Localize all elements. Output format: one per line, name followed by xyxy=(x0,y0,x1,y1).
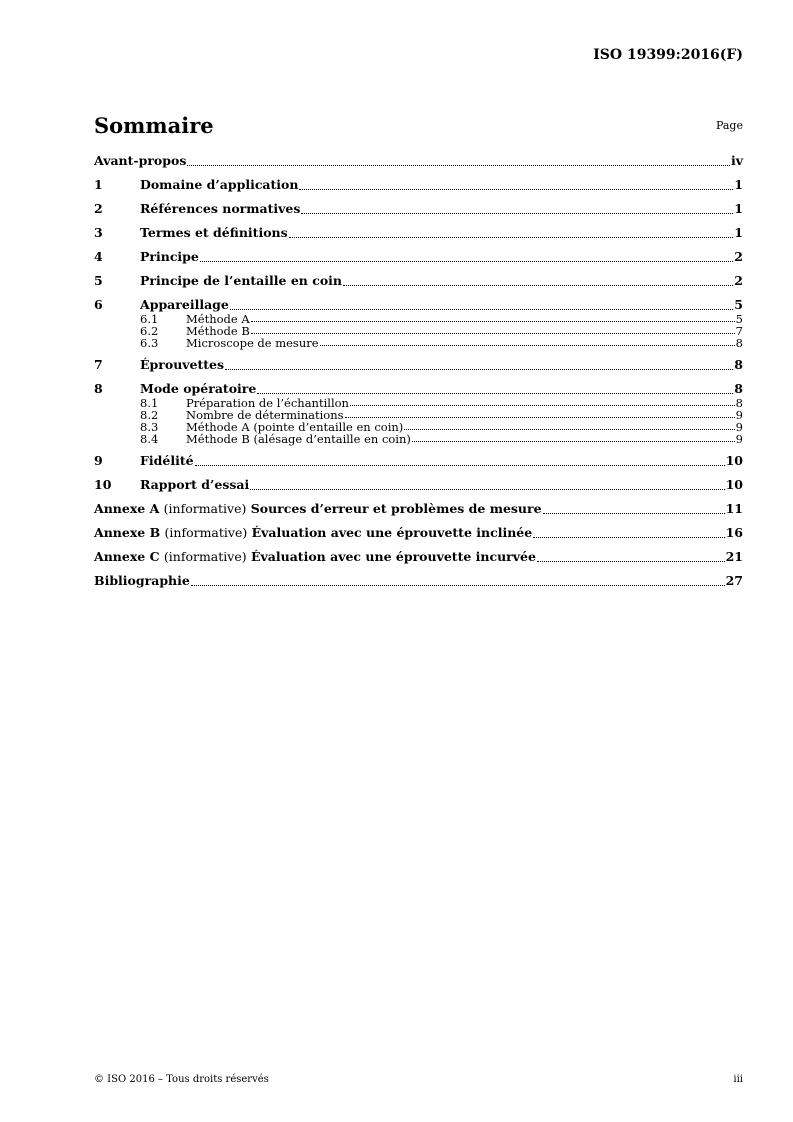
leader-dots xyxy=(251,321,735,322)
toc-annex-page: 11 xyxy=(725,501,743,516)
leader-dots xyxy=(537,561,725,562)
leader-dots xyxy=(350,405,735,406)
leader-dots xyxy=(289,237,734,238)
toc-entry-page: iv xyxy=(730,153,743,168)
toc-subentry-number: 8.1 xyxy=(140,396,159,410)
leader-dots xyxy=(533,537,724,538)
toc-annex-a[interactable] xyxy=(94,501,743,517)
toc-entry-label: Appareillage xyxy=(140,297,229,312)
leader-dots xyxy=(187,165,730,166)
leader-dots xyxy=(200,261,733,262)
toc-entry-number: 4 xyxy=(94,249,103,264)
toc-subentry-label: Méthode B xyxy=(186,324,250,338)
toc-entry-4[interactable] xyxy=(94,249,743,265)
toc-entry-label: Termes et définitions xyxy=(140,225,288,240)
toc-subentry-page: 7 xyxy=(735,324,743,338)
toc-subentry-page: 8 xyxy=(735,396,743,410)
toc-entry-label: Avant-propos xyxy=(94,153,187,168)
leader-dots xyxy=(343,285,733,286)
toc-subentry-8-4[interactable] xyxy=(94,433,743,445)
leader-dots xyxy=(230,309,733,310)
toc-entry-page: 1 xyxy=(734,177,743,192)
toc-entry-page: 1 xyxy=(734,201,743,216)
toc-annex-b[interactable] xyxy=(94,525,743,541)
toc-entry-page: 1 xyxy=(734,225,743,240)
toc-entry-6[interactable] xyxy=(94,297,743,313)
toc-entry-label: Domaine d’application xyxy=(140,177,299,192)
footer-page-number: iii xyxy=(733,1074,743,1085)
toc-entry-page: 2 xyxy=(734,273,743,288)
leader-dots xyxy=(404,429,734,430)
leader-dots xyxy=(543,513,725,514)
toc-entry-label: Mode opératoire xyxy=(140,381,257,396)
leader-dots xyxy=(225,369,733,370)
toc-entry-3[interactable] xyxy=(94,225,743,241)
page-column-label: Page xyxy=(715,119,743,132)
toc-annex-label: Annexe B (informative) Évaluation avec une éprouvette inclinée xyxy=(94,525,533,540)
toc-entry-number: 9 xyxy=(94,453,103,468)
toc-subentry-page: 9 xyxy=(735,408,743,422)
toc-entry-label: Fidélité xyxy=(140,453,194,468)
toc-subentry-number: 8.3 xyxy=(140,420,159,434)
toc-entry-number: 5 xyxy=(94,273,103,288)
toc-subentry-number: 6.3 xyxy=(140,336,159,350)
toc-entry-10[interactable] xyxy=(94,477,743,493)
toc-entry-page: 10 xyxy=(725,453,743,468)
toc-subentry-number: 8.4 xyxy=(140,432,159,446)
leader-dots xyxy=(301,213,733,214)
toc-entry-label: Principe xyxy=(140,249,199,264)
toc-subentry-label: Nombre de déterminations xyxy=(186,408,344,422)
leader-dots xyxy=(195,465,725,466)
toc-annex-label: Annexe C (informative) Évaluation avec une éprouvette incurvée xyxy=(94,549,536,564)
toc-entry-1[interactable] xyxy=(94,177,743,193)
toc-entry-number: 2 xyxy=(94,201,103,216)
toc-bibliography[interactable] xyxy=(94,573,743,589)
toc-annex-c[interactable] xyxy=(94,549,743,565)
footer-copyright: © ISO 2016 – Tous droits réservés xyxy=(94,1074,269,1085)
toc-subentry-page: 9 xyxy=(735,420,743,434)
toc-subentry-label: Méthode A (pointe d’entaille en coin) xyxy=(186,420,404,434)
toc-entry-label: Références normatives xyxy=(140,201,301,216)
toc-entry-5[interactable] xyxy=(94,273,743,289)
leader-dots xyxy=(250,489,724,490)
toc-subentry-label: Microscope de mesure xyxy=(186,336,319,350)
toc-entry-number: 1 xyxy=(94,177,103,192)
page-title: Sommaire xyxy=(94,113,214,138)
toc-entry-page: 8 xyxy=(734,357,743,372)
toc-subentry-page: 5 xyxy=(735,312,743,326)
leader-dots xyxy=(412,441,735,442)
leader-dots xyxy=(257,393,733,394)
toc-subentry-number: 8.2 xyxy=(140,408,159,422)
toc-entry-number: 8 xyxy=(94,381,103,396)
leader-dots xyxy=(191,585,725,586)
toc-subentry-page: 8 xyxy=(735,336,743,350)
toc-entry-label: Bibliographie xyxy=(94,573,190,588)
leader-dots xyxy=(345,417,735,418)
toc-subentry-number: 6.2 xyxy=(140,324,159,338)
toc-entry-9[interactable] xyxy=(94,453,743,469)
toc-entry-number: 7 xyxy=(94,357,103,372)
toc-subentry-6-3[interactable] xyxy=(94,337,743,349)
toc-subentry-number: 6.1 xyxy=(140,312,159,326)
toc-entry-page: 2 xyxy=(734,249,743,264)
toc-entry-label: Principe de l’entaille en coin xyxy=(140,273,343,288)
toc-entry-foreword[interactable] xyxy=(94,153,743,169)
leader-dots xyxy=(299,189,733,190)
leader-dots xyxy=(251,333,735,334)
toc-entry-number: 3 xyxy=(94,225,103,240)
toc-subentry-label: Méthode A xyxy=(186,312,250,326)
toc-entry-page: 5 xyxy=(734,297,743,312)
toc-entry-2[interactable] xyxy=(94,201,743,217)
toc-entry-page: 10 xyxy=(725,477,743,492)
toc-entry-number: 10 xyxy=(94,477,112,492)
toc-entry-7[interactable] xyxy=(94,357,743,373)
toc-entry-8[interactable] xyxy=(94,381,743,397)
toc-annex-page: 16 xyxy=(725,525,743,540)
leader-dots xyxy=(320,345,735,346)
toc-entry-page: 8 xyxy=(734,381,743,396)
toc-entry-page: 27 xyxy=(725,573,743,588)
toc-subentry-label: Préparation de l’échantillon xyxy=(186,396,349,410)
toc-subentry-page: 9 xyxy=(735,432,743,446)
document-code: ISO 19399:2016(F) xyxy=(593,47,743,63)
toc-entry-label: Rapport d’essai xyxy=(140,477,250,492)
toc-entry-label: Éprouvettes xyxy=(140,357,225,372)
toc-annex-label: Annexe A (informative) Sources d’erreur et problèmes de mesure xyxy=(94,501,542,516)
table-of-contents xyxy=(94,153,743,589)
toc-subentry-label: Méthode B (alésage d’entaille en coin) xyxy=(186,432,411,446)
toc-annex-page: 21 xyxy=(725,549,743,564)
toc-entry-number: 6 xyxy=(94,297,103,312)
